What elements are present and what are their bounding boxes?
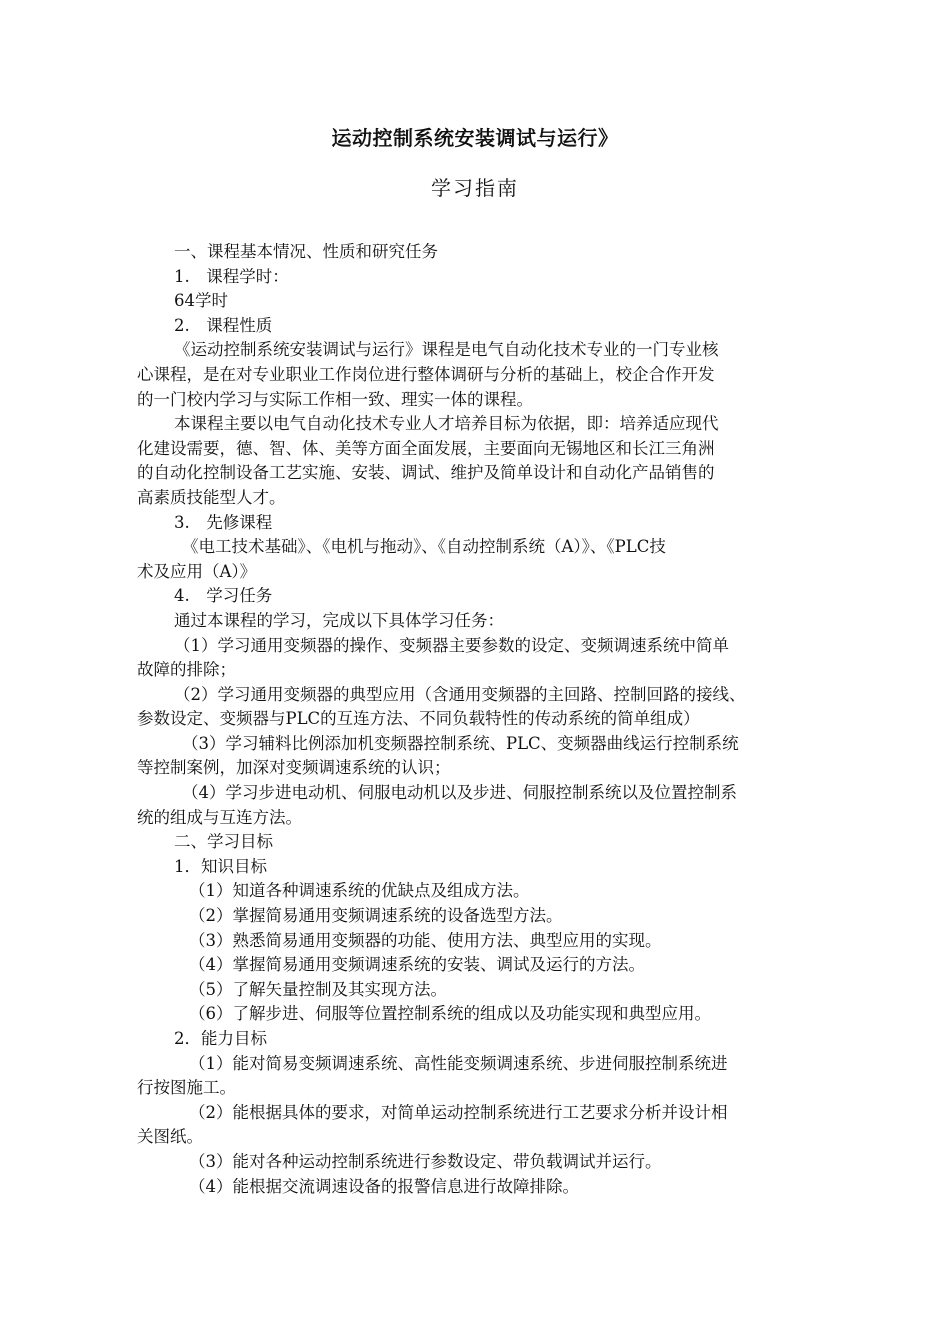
item-heading: 4. 学习任务 [174, 586, 273, 606]
paragraph-line: 心课程，是在对专业职业工作岗位进行整体调研与分析的基础上，校企合作开发 [137, 364, 715, 384]
list-item-line: （3）能对各种运动控制系统进行参数设定、带负载调试并运行。 [189, 1151, 662, 1171]
item-heading: 1．知识目标 [174, 856, 267, 876]
paragraph-line: 化建设需要，德、智、体、美等方面全面发展，主要面向无锡地区和长江三角洲 [137, 438, 715, 458]
paragraph-line: 《电工技术基础》、《电机与拖动》、《自动控制系统（A）》、《PLC技 [182, 537, 666, 557]
list-item-line: 等控制案例，加深对变频调速系统的认识； [137, 758, 451, 778]
list-item-line: （4）能根据交流调速设备的报警信息进行故障排除。 [189, 1176, 579, 1196]
list-item-line: （2）能根据具体的要求，对简单运动控制系统进行工艺要求分析并设计相 [189, 1102, 728, 1122]
list-item-line: （1）能对简易变频调速系统、高性能变频调速系统、步进伺服控制系统进 [189, 1053, 728, 1073]
paragraph-line: 的自动化控制设备工艺实施、安装、调试、维护及简单设计和自动化产品销售的 [137, 463, 715, 483]
list-item-line: （4）学习步进电动机、伺服电动机以及步进、伺服控制系统以及位置控制系 [182, 783, 737, 803]
item-heading: 1. 课程学时： [174, 266, 289, 286]
list-item-line: 行按图施工。 [137, 1078, 236, 1098]
list-item-line: 参数设定、变频器与PLC的互连方法、不同负载特性的传动系统的简单组成） [137, 709, 700, 729]
list-item-line: （4）掌握简易通用变频调速系统的安装、调试及运行的方法。 [189, 955, 645, 975]
list-item-line: 故障的排除； [137, 660, 236, 680]
paragraph-line: 通过本课程的学习，完成以下具体学习任务： [174, 610, 504, 630]
paragraph-line: 64学时 [174, 291, 228, 311]
list-item-line: 关图纸。 [137, 1127, 203, 1147]
section-heading-1: 一、课程基本情况、性质和研究任务 [174, 242, 438, 261]
list-item-line: （1）知道各种调速系统的优缺点及组成方法。 [189, 881, 530, 901]
list-item-line: （3）学习辅料比例添加机变频器控制系统、PLC、变频器曲线运行控制系统 [182, 733, 739, 753]
paragraph-line: 本课程主要以电气自动化技术专业人才培养目标为依据，即：培养适应现代 [174, 414, 719, 434]
list-item-line: 统的组成与互连方法。 [137, 807, 302, 827]
item-heading: 2. 课程性质 [174, 315, 273, 335]
document-body [137, 240, 827, 1199]
list-item-line: （1）学习通用变频器的操作、变频器主要参数的设定、变频调速系统中简单 [174, 635, 729, 655]
paragraph-line: 《运动控制系统安装调试与运行》课程是电气自动化技术专业的一门专业核 [174, 340, 719, 360]
item-heading: 3. 先修课程 [174, 512, 273, 532]
list-item-line: （2）学习通用变频器的典型应用（含通用变频器的主回路、控制回路的接线、 [174, 684, 746, 704]
item-heading: 2．能力目标 [174, 1029, 267, 1048]
list-item-line: （2）掌握简易通用变频调速系统的设备选型方法。 [189, 906, 563, 926]
document-subtitle: 学习指南 [431, 176, 519, 200]
list-item-line: （6）了解步进、伺服等位置控制系统的组成以及功能实现和典型应用。 [189, 1004, 711, 1024]
paragraph-line: 术及应用（A）》 [137, 561, 257, 581]
section-heading-2: 二、学习目标 [174, 832, 273, 852]
paragraph-line: 高素质技能型人才。 [137, 487, 286, 507]
list-item-line: （3）熟悉简易通用变频器的功能、使用方法、典型应用的实现。 [189, 930, 662, 950]
paragraph-line: 的一门校内学习与实际工作相一致、理实一体的课程。 [137, 389, 533, 409]
list-item-line: （5）了解矢量控制及其实现方法。 [189, 979, 447, 999]
document-title: 运动控制系统安装调试与运行》 [331, 126, 619, 150]
